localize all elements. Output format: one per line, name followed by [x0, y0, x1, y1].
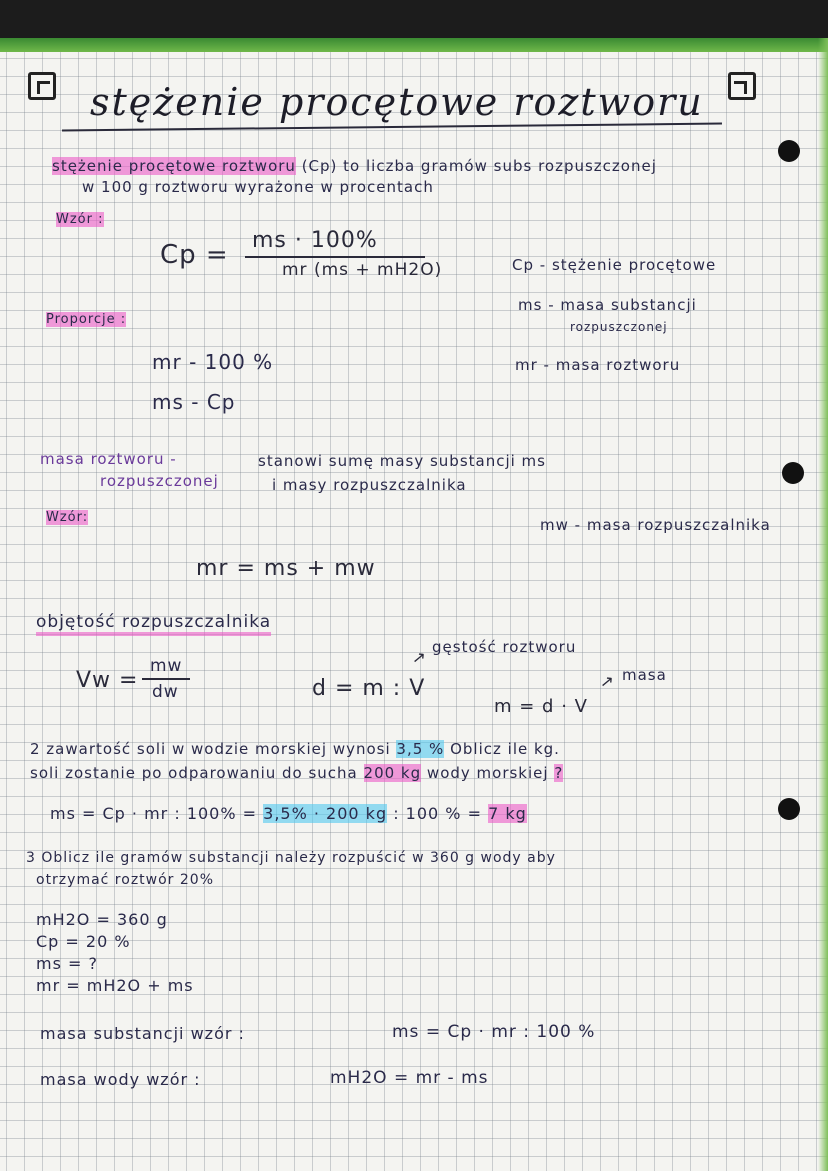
cp-formula-lhs: Cp = [160, 240, 229, 270]
notebook-page [0, 38, 828, 1171]
task-2-text-a: 2 zawartość soli w wodzie morskiej wynosi [30, 740, 391, 758]
binder-hole [778, 140, 800, 162]
task-2-solution-b: : 100 % = [393, 804, 482, 823]
task-2-kg: 200 kg [363, 764, 422, 782]
given-1: mH2O = 360 g [36, 910, 168, 929]
task-3-line-1: 3 Oblicz ile gramów substancji należy rozpuścić w 360 g wody aby [26, 850, 556, 866]
gestosc-label: gęstość roztworu [432, 638, 577, 656]
page-title: stężenie procętowe roztworu [90, 80, 704, 124]
given-4: mr = mH2O + ms [36, 976, 194, 995]
legend-mr: mr - masa roztworu [515, 356, 681, 374]
given-3: ms = ? [36, 954, 98, 973]
density-formula: d = m : V [312, 676, 426, 701]
formula-1-label: masa substancji wzór : [40, 1024, 245, 1043]
task-2-text-d: wody morskiej [426, 764, 549, 782]
arrow-icon: → [407, 645, 430, 670]
legend-ms: ms - masa substancji [518, 296, 697, 314]
definition-line-1 [52, 157, 657, 175]
task-2-solution-hl: 3,5% · 200 kg [263, 804, 388, 823]
legend-cp: Cp - stężenie procętowe [512, 256, 717, 274]
notebook-cover-side [818, 38, 828, 1171]
task-2-line-2 [30, 764, 563, 782]
definition-line-2: w 100 g roztworu wyrażone w procentach [82, 178, 434, 196]
cp-formula-denominator: mr (ms + mH2O) [282, 260, 443, 280]
wzor-label: Wzór : [56, 212, 104, 227]
formula-2-label: masa wody wzór : [40, 1070, 201, 1089]
proportion-row-2: ms - Cp [152, 390, 236, 414]
proporcje-label: Proporcje : [46, 312, 127, 327]
masa-roztworu-label: masa roztworu - [40, 450, 177, 468]
masa-roztworu-text-2: i masy rozpuszczalnika [272, 476, 467, 494]
task-3-line-2: otrzymać roztwór 20% [36, 872, 214, 888]
task-2-text-b: Oblicz ile kg. [450, 740, 560, 758]
corner-mark-icon [728, 72, 756, 100]
notebook-cover-edge [0, 38, 828, 52]
given-2: Cp = 20 % [36, 932, 131, 951]
cp-fraction-bar [245, 256, 425, 258]
vw-fraction-bar [142, 678, 190, 680]
formula-1: ms = Cp · mr : 100 % [392, 1022, 596, 1042]
formula-2: mH2O = mr - ms [330, 1068, 489, 1088]
task-2-answer: 7 kg [488, 804, 527, 823]
task-2-question: ? [554, 764, 564, 782]
masa-roztworu-text-1: stanowi sumę masy substancji ms [258, 452, 546, 470]
task-2-solution-a: ms = Cp · mr : 100% = [50, 804, 258, 823]
task-2-text-c: soli zostanie po odparowaniu do sucha [30, 764, 358, 782]
task-2-percent: 3,5 % [396, 740, 445, 758]
vw-numerator: mw [150, 656, 183, 676]
binder-hole [778, 798, 800, 820]
objetosc-label: objętość rozpuszczalnika [36, 612, 271, 636]
definition-highlight: stężenie procętowe roztworu [52, 157, 296, 175]
masa-label: masa [622, 666, 667, 684]
definition-rest: (Cp) to liczba gramów subs rozpuszczonej [301, 157, 657, 175]
vw-formula-lhs: Vw = [76, 668, 139, 693]
arrow-icon: → [595, 669, 618, 694]
mass-formula: m = d · V [494, 696, 588, 717]
mr-formula: mr = ms + mw [196, 556, 376, 581]
mw-legend: mw - masa rozpuszczalnika [540, 516, 771, 534]
binder-hole [782, 462, 804, 484]
legend-ms-2: rozpuszczonej [570, 320, 668, 334]
proportion-row-1: mr - 100 % [152, 350, 274, 374]
task-2-line-1 [30, 740, 560, 758]
task-2-solution [50, 804, 527, 823]
corner-mark-icon [28, 72, 56, 100]
cp-formula-numerator: ms · 100% [252, 228, 378, 253]
vw-denominator: dw [152, 682, 179, 702]
masa-roztworu-label-2: rozpuszczonej [100, 472, 219, 490]
wzor-label-2: Wzór: [46, 510, 89, 525]
